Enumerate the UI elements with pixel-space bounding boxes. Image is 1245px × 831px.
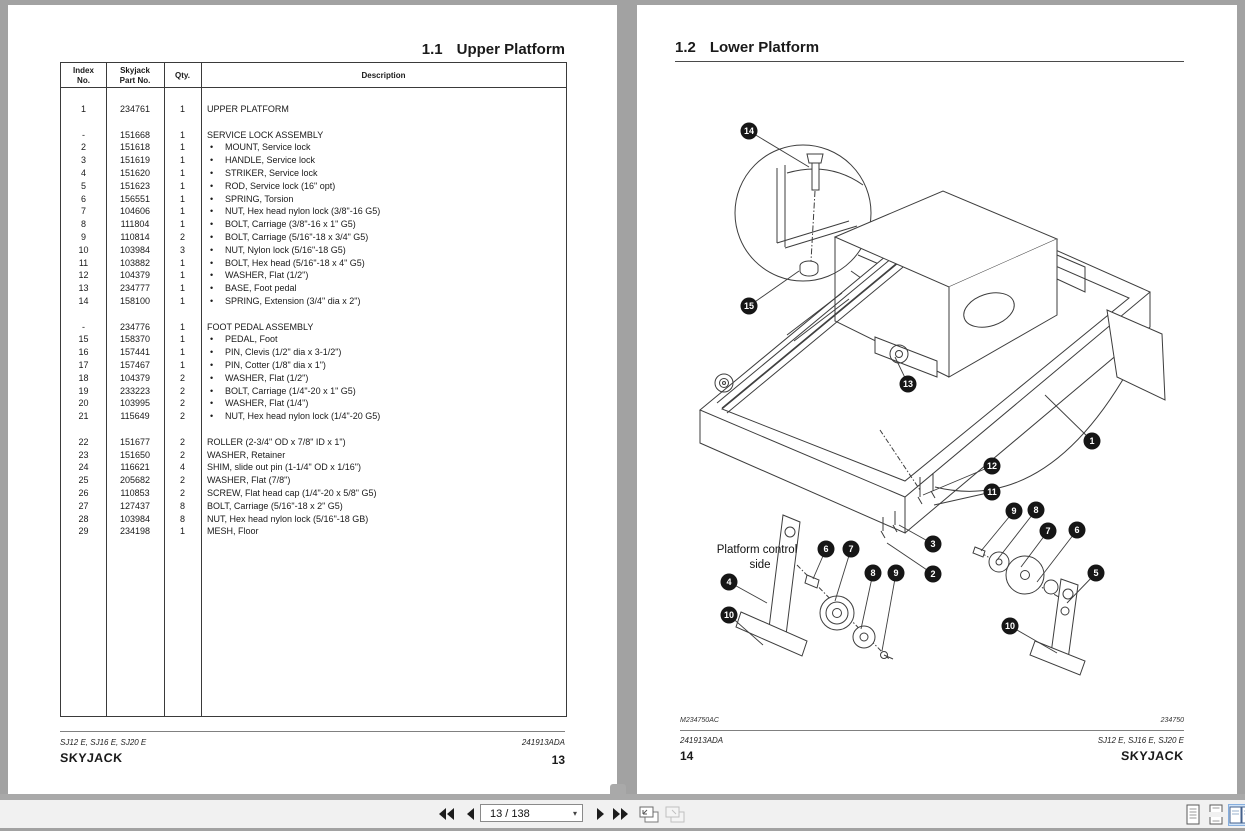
first-page-icon [437, 806, 455, 822]
table-row: 24 116621 4 SHIM, slide out pin (1-1/4" OD x 1/16") [78, 462, 361, 473]
manual-page-left [8, 5, 617, 794]
platform-control-label-line2: side [749, 559, 771, 571]
callout-balloon [1069, 522, 1086, 539]
svg-text:7: 7 [848, 544, 854, 555]
svg-text:12: 12 [986, 461, 998, 472]
svg-text:9: 9 [893, 568, 899, 579]
callout-balloon [925, 536, 942, 553]
next-page-button[interactable] [594, 806, 612, 822]
callout-balloon [843, 541, 860, 558]
continuous-layout-icon [1206, 804, 1226, 826]
page-number: 13 [551, 753, 565, 767]
callout-balloon [900, 376, 917, 393]
table-row: 9 110814 2 • BOLT, Carriage (5/16"-18 x 3/4" G5) [80, 231, 369, 242]
single-page-layout-icon [1183, 804, 1203, 826]
table-row: 4 151620 1 • STRIKER, Service lock [80, 167, 318, 178]
footer-models: SJ12 E, SJ16 E, SJ20 E [60, 738, 147, 747]
exploded-parts-diagram [637, 5, 1237, 794]
table-row: 22 151677 2 ROLLER (2-3/4" OD x 7/8" ID x 1") [78, 436, 346, 447]
svg-text:11: 11 [987, 487, 997, 498]
page-title: 1.1 Upper Platform [421, 41, 565, 58]
svg-text:15: 15 [743, 301, 755, 312]
table-row: 1 234761 1 UPPER PLATFORM [80, 104, 289, 114]
callout-balloon [1006, 503, 1023, 520]
table-row: 14 158100 1 • SPRING, Extension (3/4" dia x 2") [78, 295, 361, 306]
svg-text:9: 9 [1011, 506, 1017, 517]
header-description: Description [361, 71, 406, 80]
previous-page-icon [463, 806, 477, 822]
svg-text:8: 8 [1033, 505, 1039, 516]
callout-balloon [1084, 433, 1101, 450]
table-body [61, 89, 566, 538]
table-row: 8 111804 1 • BOLT, Carriage (3/8"-16 x 1" G5) [80, 219, 356, 230]
platform-drawing [700, 191, 1165, 538]
table-row: 19 233223 2 • BOLT, Carriage (1/4"-20 x 1" G5) [78, 385, 356, 396]
header-index: Index No. [73, 66, 94, 85]
svg-text:3: 3 [930, 539, 936, 550]
table-row: 16 157441 1 • PIN, Clevis (1/2" dia x 3-1/2") [78, 347, 342, 358]
next-view-button[interactable] [665, 806, 687, 822]
pdf-viewer-toolbar [0, 800, 1245, 828]
platform-control-label-line1: Platform control [716, 544, 798, 556]
callout-balloon [925, 566, 942, 583]
table-row: 11 103882 1 • BOLT, Hex head (5/16"-18 x 4" G5) [78, 257, 365, 268]
table-row: 6 156551 1 • SPRING, Torsion [80, 193, 294, 204]
svg-text:8: 8 [870, 568, 876, 579]
drawing-ref-left: M234750AC [680, 717, 719, 724]
callout-balloon [741, 123, 758, 140]
table-row: 21 115649 2 • NUT, Hex head nylon lock (1/4"-20 G5) [78, 411, 381, 422]
last-page-icon [612, 806, 630, 822]
table-row: 29 234198 1 MESH, Floor [78, 526, 259, 537]
right-roller-bracket-group [973, 547, 1085, 675]
facing-pages-layout-icon [1229, 805, 1245, 825]
svg-text:6: 6 [823, 544, 829, 555]
table-row: 25 205682 2 WASHER, Flat (7/8") [78, 475, 291, 486]
page-number: 14 [680, 749, 694, 763]
continuous-layout-button[interactable] [1206, 804, 1226, 826]
callout-balloon [984, 484, 1001, 501]
callout-balloon [818, 541, 835, 558]
svg-text:1: 1 [1089, 436, 1095, 447]
skyjack-logo: SKYJACK [59, 751, 124, 765]
svg-text:2: 2 [930, 569, 936, 580]
skyjack-logo: SKYJACK [1120, 749, 1185, 763]
svg-text:14: 14 [743, 126, 755, 137]
table-row: 23 151650 2 WASHER, Retainer [78, 449, 286, 460]
callout-balloon [984, 458, 1001, 475]
drawing-ref-right: 234750 [1160, 717, 1184, 724]
next-page-icon [594, 806, 608, 822]
callout-balloon [721, 607, 738, 624]
table-row: - 151668 1 SERVICE LOCK ASSEMBLY [82, 129, 324, 140]
facing-pages-layout-button[interactable] [1228, 804, 1245, 826]
single-page-layout-button[interactable] [1183, 804, 1203, 826]
svg-text:4: 4 [726, 577, 732, 588]
table-row: 15 158370 1 • PEDAL, Foot [78, 334, 278, 345]
header-part-no: Skyjack Part No. [119, 66, 151, 85]
callout-balloon [1002, 618, 1019, 635]
chevron-down-icon: ▾ [572, 809, 577, 818]
previous-view-icon [639, 806, 660, 824]
table-row: - 234776 1 FOOT PEDAL ASSEMBLY [82, 321, 314, 332]
callout-balloon [741, 298, 758, 315]
table-row: 18 104379 2 • WASHER, Flat (1/2") [78, 372, 309, 383]
table-row: 20 103995 2 • WASHER, Flat (1/4") [78, 398, 309, 409]
table-row: 7 104606 1 • NUT, Hex head nylon lock (3/8"-16 G5) [80, 206, 381, 217]
footer-rule [680, 730, 1184, 731]
callout-balloon [865, 565, 882, 582]
previous-page-button[interactable] [463, 806, 481, 822]
table-row: 2 151618 1 • MOUNT, Service lock [80, 142, 311, 153]
left-roller-bracket-group [736, 515, 893, 659]
page-indicator-value: 13 / 138 [490, 808, 530, 820]
previous-view-button[interactable] [639, 806, 661, 822]
svg-text:6: 6 [1074, 525, 1080, 536]
svg-text:10: 10 [1004, 621, 1016, 632]
svg-text:13: 13 [902, 379, 914, 390]
callout-balloon [888, 565, 905, 582]
first-page-button[interactable] [437, 806, 455, 822]
table-row: 28 103984 8 NUT, Hex head nylon lock (5/16"-18 GB) [78, 513, 369, 524]
table-row: 3 151619 1 • HANDLE, Service lock [80, 155, 316, 166]
svg-text:5: 5 [1093, 568, 1099, 579]
footer-rule [60, 731, 565, 732]
page-number-input[interactable] [480, 804, 583, 822]
header-qty: Qty. [175, 71, 190, 80]
callout-balloon [1028, 502, 1045, 519]
parts-table [60, 62, 567, 717]
table-row: 10 103984 3 • NUT, Nylon lock (5/16"-18 G5) [78, 244, 346, 255]
page-title: 1.2 Lower Platform [675, 39, 820, 56]
svg-text:7: 7 [1045, 526, 1051, 537]
footer-doc-number: 241913ADA [680, 736, 724, 745]
table-row: 27 127437 8 BOLT, Carriage (5/16"-18 x 2" G5) [78, 500, 343, 511]
svg-text:10: 10 [723, 610, 735, 621]
footer-doc-number: 241913ADA [521, 738, 565, 747]
table-row: 17 157467 1 • PIN, Cotter (1/8" dia x 1") [78, 359, 326, 370]
table-row: 5 151623 1 • ROD, Service lock (16" opt) [80, 180, 336, 191]
callout-balloon [1088, 565, 1105, 582]
manual-page-right [637, 5, 1237, 794]
table-row: 13 234777 1 • BASE, Foot pedal [78, 283, 297, 294]
next-view-icon [665, 806, 686, 824]
callout-balloon [721, 574, 738, 591]
footer-models: SJ12 E, SJ16 E, SJ20 E [1097, 736, 1184, 745]
table-row: 26 110853 2 SCREW, Flat head cap (1/4"-20 x 5/8" G5) [78, 487, 377, 498]
callout-balloon [1040, 523, 1057, 540]
table-row: 12 104379 1 • WASHER, Flat (1/2") [78, 270, 309, 281]
last-page-button[interactable] [612, 806, 630, 822]
table-header [61, 63, 566, 88]
